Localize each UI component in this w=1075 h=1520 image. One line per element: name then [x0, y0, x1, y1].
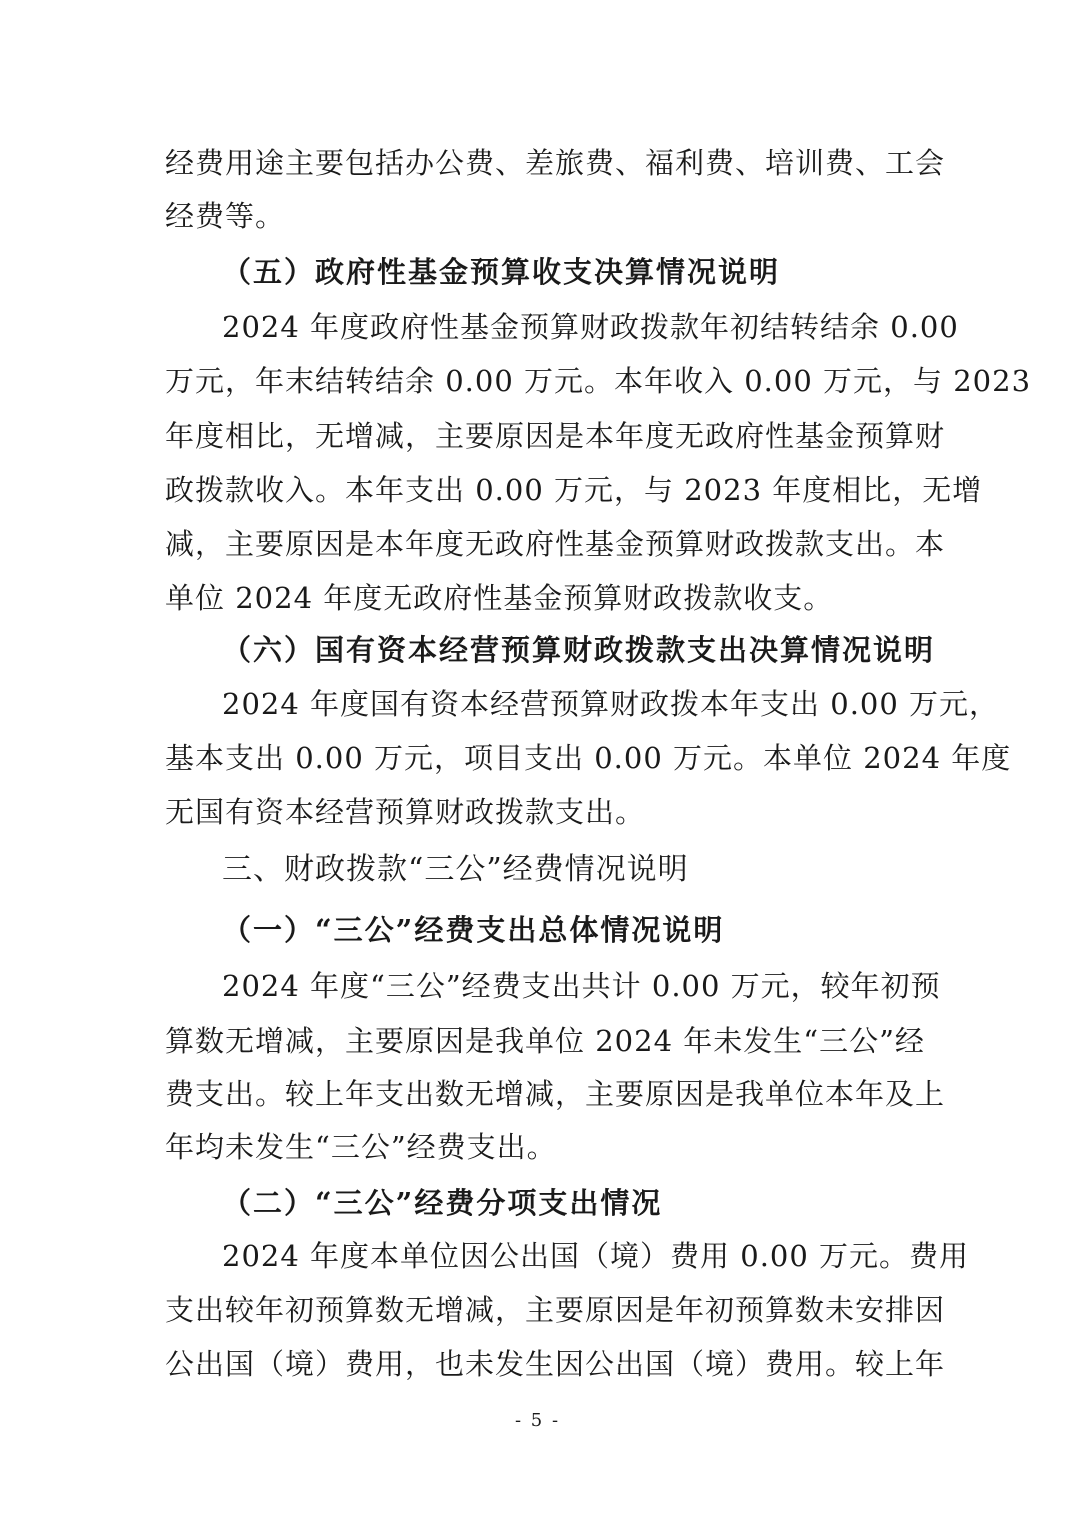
paragraph-line: 经费用途主要包括办公费、差旅费、福利费、培训费、工会: [165, 146, 946, 180]
paragraph-line: 支出较年初预算数无增减，主要原因是年初预算数未安排因: [165, 1293, 946, 1327]
paragraph-line: 费支出。较上年支出数无增减，主要原因是我单位本年及上: [165, 1077, 946, 1111]
paragraph-line: 无国有资本经营预算财政拨款支出。: [165, 795, 646, 829]
paragraph-line: 年均未发生“三公”经费支出。: [165, 1130, 557, 1164]
paragraph-line: 公出国（境）费用，也未发生因公出国（境）费用。较上年: [165, 1347, 946, 1381]
subsection-heading-5: （五）政府性基金预算收支决算情况说明: [222, 255, 781, 289]
paragraph-line: 单位 2024 年度无政府性基金预算财政拨款收支。: [165, 581, 834, 615]
subsection-heading-2: （二）“三公”经费分项支出情况: [222, 1186, 663, 1220]
paragraph-line: 减，主要原因是本年度无政府性基金预算财政拨款支出。本: [165, 527, 946, 561]
page-number: - 5 -: [514, 1410, 561, 1431]
paragraph-line: 2024 年度本单位因公出国（境）费用 0.00 万元。费用: [222, 1239, 970, 1273]
subsection-heading-1: （一）“三公”经费支出总体情况说明: [222, 913, 725, 947]
paragraph-line: 经费等。: [165, 199, 286, 233]
paragraph-line: 基本支出 0.00 万元，项目支出 0.00 万元。本单位 2024 年度: [165, 741, 1012, 775]
paragraph-line: 万元，年末结转结余 0.00 万元。本年收入 0.00 万元，与 2023: [165, 364, 1032, 398]
paragraph-line: 算数无增减，主要原因是我单位 2024 年未发生“三公”经: [165, 1024, 925, 1058]
subsection-heading-6: （六）国有资本经营预算财政拨款支出决算情况说明: [222, 633, 936, 667]
paragraph-line: 2024 年度政府性基金预算财政拨款年初结转结余 0.00: [222, 310, 959, 344]
paragraph-line: 年度相比，无增减，主要原因是本年度无政府性基金预算财: [165, 419, 946, 453]
section-heading-3: 三、财政拨款“三公”经费情况说明: [222, 852, 689, 887]
paragraph-line: 2024 年度“三公”经费支出共计 0.00 万元，较年初预: [222, 969, 941, 1003]
paragraph-line: 2024 年度国有资本经营预算财政拨本年支出 0.00 万元，: [222, 687, 1000, 721]
paragraph-line: 政拨款收入。本年支出 0.00 万元，与 2023 年度相比，无增: [165, 473, 983, 507]
